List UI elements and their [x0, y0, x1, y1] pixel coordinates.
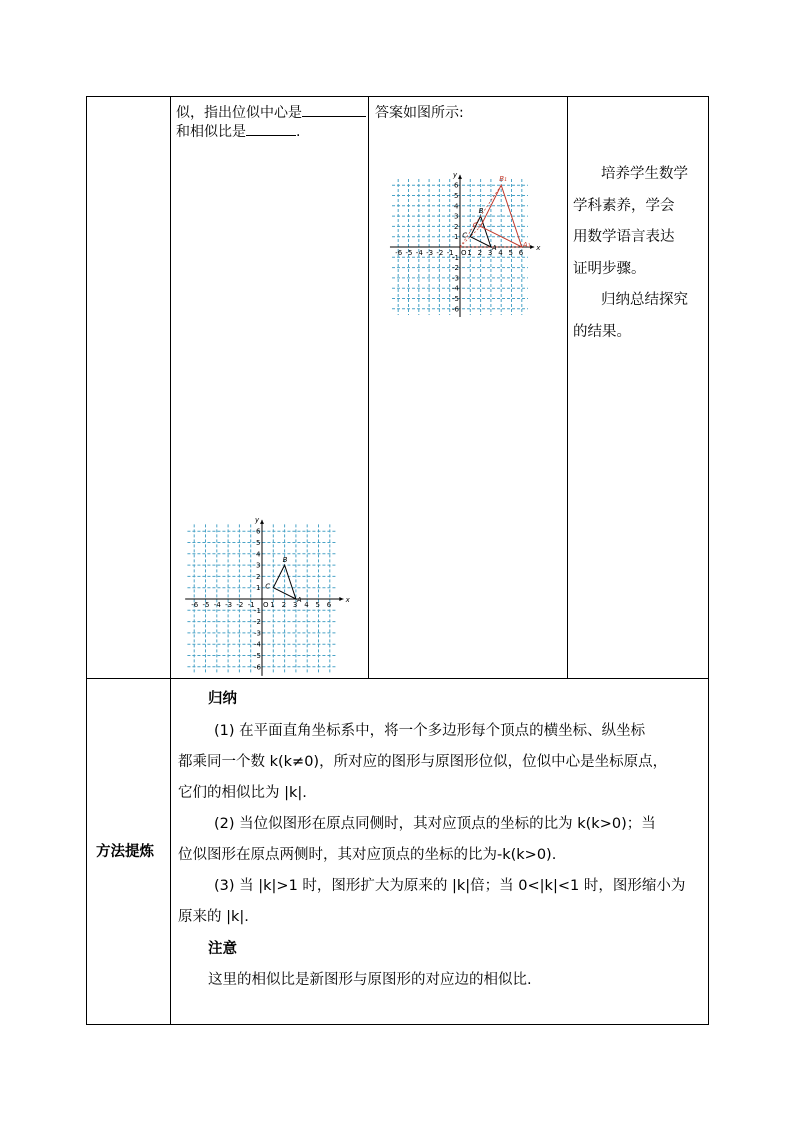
y-axis-arrow	[260, 520, 264, 524]
y-tick-label: 1	[454, 233, 459, 242]
origin-label: O	[461, 249, 467, 257]
question-line-2	[176, 121, 300, 141]
x-tick-label: 1	[270, 601, 275, 609]
table-top-border	[86, 96, 709, 97]
triangle-vertex-label: B	[478, 207, 484, 216]
x-axis-arrow	[339, 597, 343, 601]
table-col-divider-2	[368, 96, 369, 678]
table-row-divider	[86, 678, 709, 679]
table-col-divider-3	[567, 96, 568, 678]
note-heading: 注意	[208, 941, 237, 957]
summary-line-5: 位似图形在原点两侧时，其对应顶点的坐标的比为-k(k>0).	[178, 847, 557, 863]
x-tick-label: -2	[236, 601, 244, 609]
y-tick-label: 6	[454, 181, 459, 190]
purpose-line-4: 证明步骤。	[573, 260, 646, 277]
y-tick-label: -6	[452, 305, 459, 314]
y-axis-label: y	[453, 170, 458, 179]
question-line-1	[176, 102, 366, 122]
x-tick-label: -3	[426, 249, 434, 257]
x-axis-label: x	[536, 244, 541, 252]
x-tick-label: 4	[304, 601, 309, 609]
y-tick-label: -3	[452, 274, 459, 283]
x-tick-label: -2	[436, 249, 444, 257]
y-tick-label: 2	[454, 222, 459, 231]
y-tick-label: -4	[254, 640, 261, 649]
x-axis-arrow	[530, 245, 534, 249]
y-tick-label: -5	[254, 652, 261, 660]
method-label: 方法提炼	[96, 844, 154, 860]
x-axis-label: x	[345, 596, 350, 604]
question-ratio-prompt: 和相似比是	[176, 124, 246, 140]
x-tick-label: -1	[446, 249, 454, 257]
x-tick-label: -4	[213, 601, 221, 609]
y-tick-label: -6	[254, 663, 261, 672]
y-tick-label: 5	[454, 192, 459, 200]
answer-blank-center	[302, 102, 366, 117]
y-tick-label: -5	[452, 295, 459, 303]
origin-label: O	[263, 601, 269, 609]
triangle-vertex-label: C	[462, 231, 468, 240]
y-tick-label: -2	[254, 618, 261, 627]
triangle-vertex-label: B	[282, 556, 288, 565]
y-tick-label: -2	[452, 264, 459, 273]
summary-line-3: 它们的相似比为 |k|.	[178, 785, 307, 801]
y-tick-label: 3	[256, 561, 261, 570]
y-tick-label: -4	[452, 284, 459, 293]
summary-line-1: (1) 在平面直角坐标系中，将一个多边形每个顶点的横坐标、纵坐标	[214, 723, 646, 739]
summary-line-4: (2) 当位似图形在原点同侧时，其对应顶点的坐标的比为 k(k>0)；当	[214, 816, 656, 832]
summary-line-7: 原来的 |k|.	[178, 909, 249, 925]
summary-heading: 归纳	[208, 691, 237, 707]
x-tick-label: 4	[498, 249, 503, 257]
table-bottom-border	[86, 1024, 709, 1025]
answer-blank-ratio	[246, 121, 296, 136]
table-right-border	[708, 96, 709, 1025]
x-tick-label: -5	[202, 601, 210, 609]
y-tick-label: 5	[256, 539, 261, 547]
question-period: .	[296, 124, 301, 140]
x-tick-label: -4	[415, 249, 423, 257]
x-tick-label: -3	[225, 601, 233, 609]
x-tick-label: 3	[487, 249, 493, 257]
x-tick-label: 2	[477, 249, 483, 257]
question-coordinate-graph	[176, 510, 348, 674]
y-tick-label: 3	[454, 212, 459, 221]
table-left-border	[86, 96, 87, 1025]
answer-coordinate-graph	[374, 166, 546, 316]
purpose-line-3: 用数学语言表达	[573, 229, 675, 245]
y-tick-label: 1	[256, 584, 261, 593]
triangle-vertex-label: C	[265, 582, 271, 591]
x-tick-label: 1	[467, 249, 472, 257]
y-tick-label: -1	[254, 606, 261, 615]
y-axis-arrow	[458, 175, 462, 179]
enlarged-vertex-label: B₁	[499, 175, 507, 184]
summary-line-6: (3) 当 |k|>1 时，图形扩大为原来的 |k|倍；当 0<|k|<1 时，图形缩小为	[214, 878, 686, 894]
y-axis-label: y	[255, 515, 260, 524]
y-tick-label: 4	[256, 550, 261, 559]
purpose-line-1: 培养学生数学	[601, 166, 688, 182]
purpose-line-5: 归纳总结探究	[601, 292, 688, 308]
purpose-line-2: 学科素养，学会	[573, 197, 675, 214]
y-tick-label: -3	[254, 629, 261, 638]
x-tick-label: 6	[518, 249, 524, 257]
purpose-line-6: 的结果。	[573, 323, 631, 340]
x-tick-label: -5	[405, 249, 413, 257]
x-tick-label: -1	[247, 601, 255, 609]
table-col-divider-1	[170, 96, 171, 1025]
y-tick-label: 2	[256, 572, 261, 581]
answer-title: 答案如图所示:	[375, 105, 464, 121]
x-tick-label: 3	[292, 601, 298, 609]
x-tick-label: 2	[281, 601, 287, 609]
summary-line-2: 都乘同一个数 k(k≠0)，所对应的图形与原图形位似，位似中心是坐标原点，	[178, 754, 668, 770]
note-text: 这里的相似比是新图形与原图形的对应边的相似比.	[208, 972, 532, 988]
y-tick-label: 4	[454, 202, 459, 211]
enlarged-vertex-label: A₁	[522, 241, 531, 249]
teaching-purpose-text	[573, 159, 705, 348]
triangle-vertex-label: A	[491, 244, 497, 252]
x-tick-label: 5	[508, 249, 513, 257]
x-tick-label: -6	[395, 249, 403, 257]
y-tick-label: -1	[452, 253, 459, 262]
enlarged-vertex-label: C₁	[472, 221, 481, 230]
x-tick-label: -6	[191, 601, 199, 609]
y-tick-label: 6	[256, 527, 261, 536]
x-tick-label: 6	[326, 601, 332, 609]
question-center-prompt: 似，指出位似中心是	[176, 105, 302, 121]
triangle-vertex-label: A	[296, 596, 302, 604]
x-tick-label: 5	[315, 601, 320, 609]
